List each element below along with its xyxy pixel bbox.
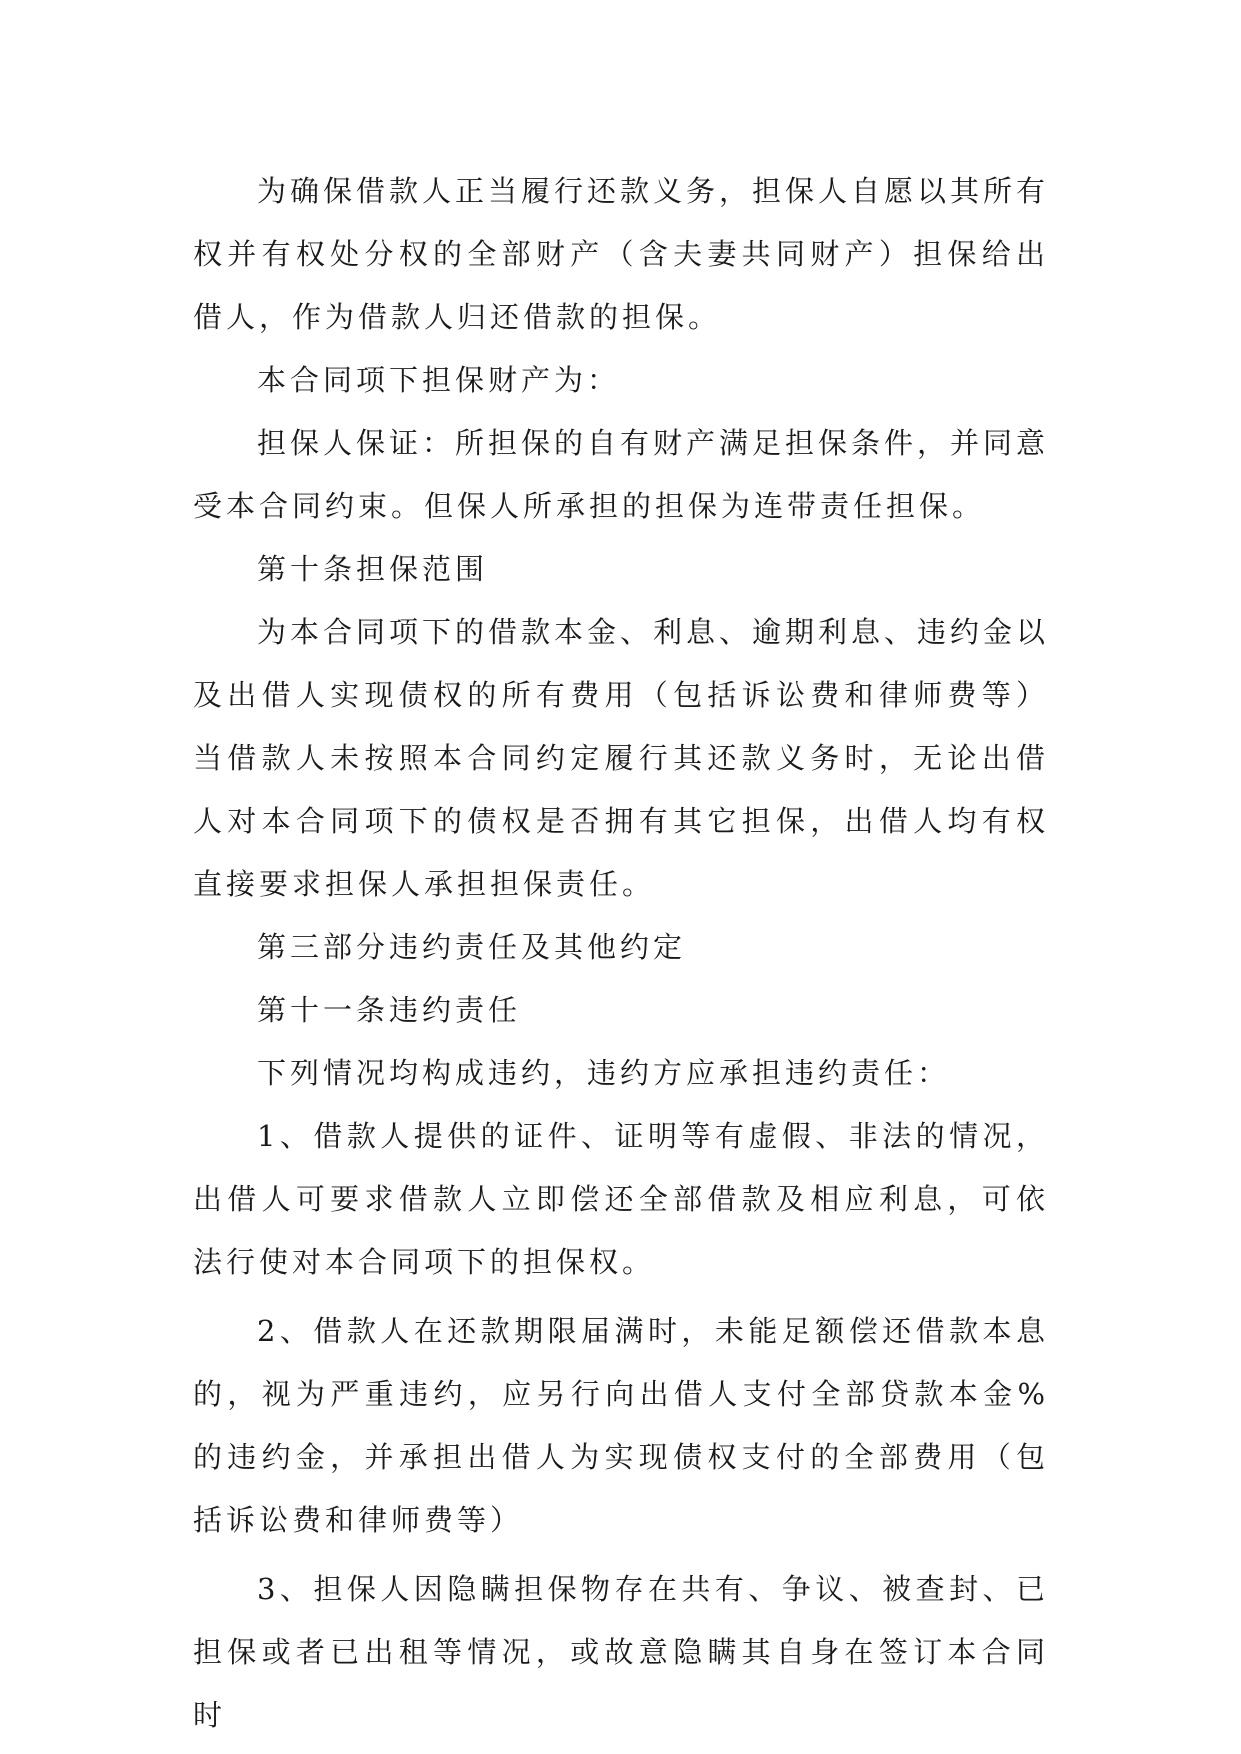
paragraph-guarantee-intro: 为确保借款人正当履行还款义务，担保人自愿以其所有权并有权处分权的全部财产（含夫妻共同财产）担保给出借人，作为借款人归还借款的担保。 — [193, 174, 1050, 334]
paragraph-breach-item-3: 3、担保人因隐瞒担保物存在共有、争议、被查封、已担保或者已出租等情况，或故意隐瞒其自身在签订本合同时 — [193, 1572, 1049, 1732]
paragraph-guarantee-property: 本合同项下担保财产为： — [257, 363, 621, 397]
paragraph-guarantor-warranty: 担保人保证：所担保的自有财产满足担保条件，并同意受本合同约束。但保人所承担的担保为连带责任担保。 — [193, 426, 1050, 523]
heading-article-10: 第十条担保范围 — [257, 552, 489, 586]
heading-article-11: 第十一条违约责任 — [257, 993, 522, 1027]
paragraph-breach-item-2: 2、借款人在还款期限届满时，未能足额偿还借款本息的，视为严重违约，应另行向出借人支付全部贷款本金%的违约金，并承担出借人为实现债权支付的全部费用（包括诉讼费和律师费等） — [193, 1314, 1049, 1537]
paragraph-breach-item-1: 1、借款人提供的证件、证明等有虚假、非法的情况，出借人可要求借款人立即偿还全部借款及相应利息，可依法行使对本合同项下的担保权。 — [193, 1119, 1049, 1279]
paragraph-breach-intro: 下列情况均构成违约，违约方应承担违约责任： — [257, 1056, 951, 1090]
heading-part-3: 第三部分违约责任及其他约定 — [257, 930, 687, 964]
document-body — [193, 160, 1049, 1747]
paragraph-guarantee-scope: 为本合同项下的借款本金、利息、逾期利息、违约金以及出借人实现债权的所有费用（包括诉讼费和律师费等）当借款人未按照本合同约定履行其还款义务时，无论出借人对本合同项下的债权是否拥有其它担保，出借人均有权直接要求担保人承担担保责任。 — [193, 615, 1050, 901]
